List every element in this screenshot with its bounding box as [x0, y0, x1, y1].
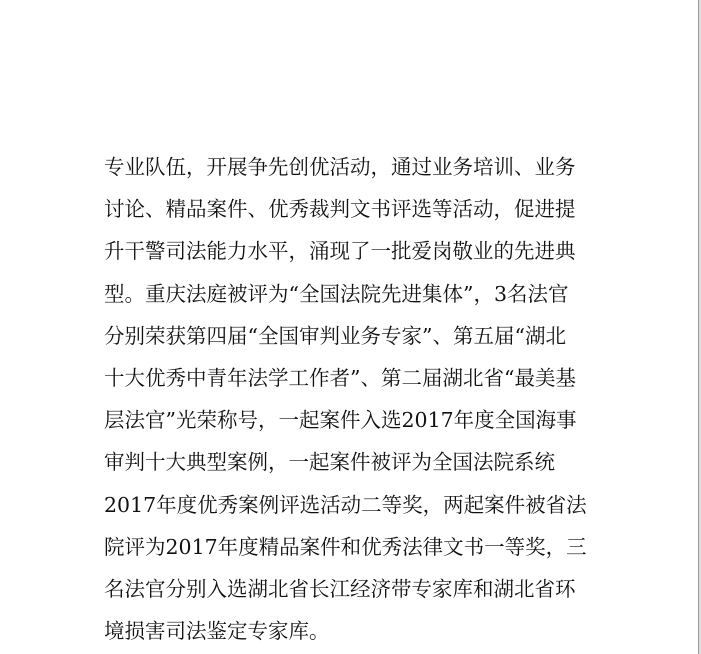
paragraph-line-9: 2017年度优秀案例评选活动二等奖，两起案件被省法 [104, 492, 587, 517]
paragraph-line-10: 院评为2017年度精品案件和优秀法律文书一等奖，三 [104, 534, 587, 559]
body-paragraph [104, 146, 604, 652]
paragraph-line-12: 境损害司法鉴定专家库。 [104, 619, 330, 644]
paragraph-line-2: 讨论、精品案件、优秀裁判文书评选等活动，促进提 [104, 197, 576, 222]
paragraph-line-11: 名法官分别入选湖北省长江经济带专家库和湖北省环 [104, 577, 576, 602]
paragraph-line-3: 升干警司法能力水平，涌现了一批爱岗敬业的先进典 [104, 239, 576, 264]
paragraph-line-8: 审判十大典型案例，一起案件被评为全国法院系统 [104, 450, 555, 475]
paragraph-line-5: 分别荣获第四届“全国审判业务专家”、第五届“湖北 [104, 323, 566, 348]
paragraph-line-6: 十大优秀中青年法学工作者”、第二届湖北省“最美基 [104, 366, 576, 391]
paragraph-line-7: 层法官”光荣称号，一起案件入选2017年度全国海事 [104, 408, 577, 433]
paragraph-line-4: 型。重庆法庭被评为“全国法院先进集体”，3名法官 [104, 281, 569, 306]
paragraph-line-1: 专业队伍，开展争先创优活动，通过业务培训、业务 [104, 155, 576, 179]
